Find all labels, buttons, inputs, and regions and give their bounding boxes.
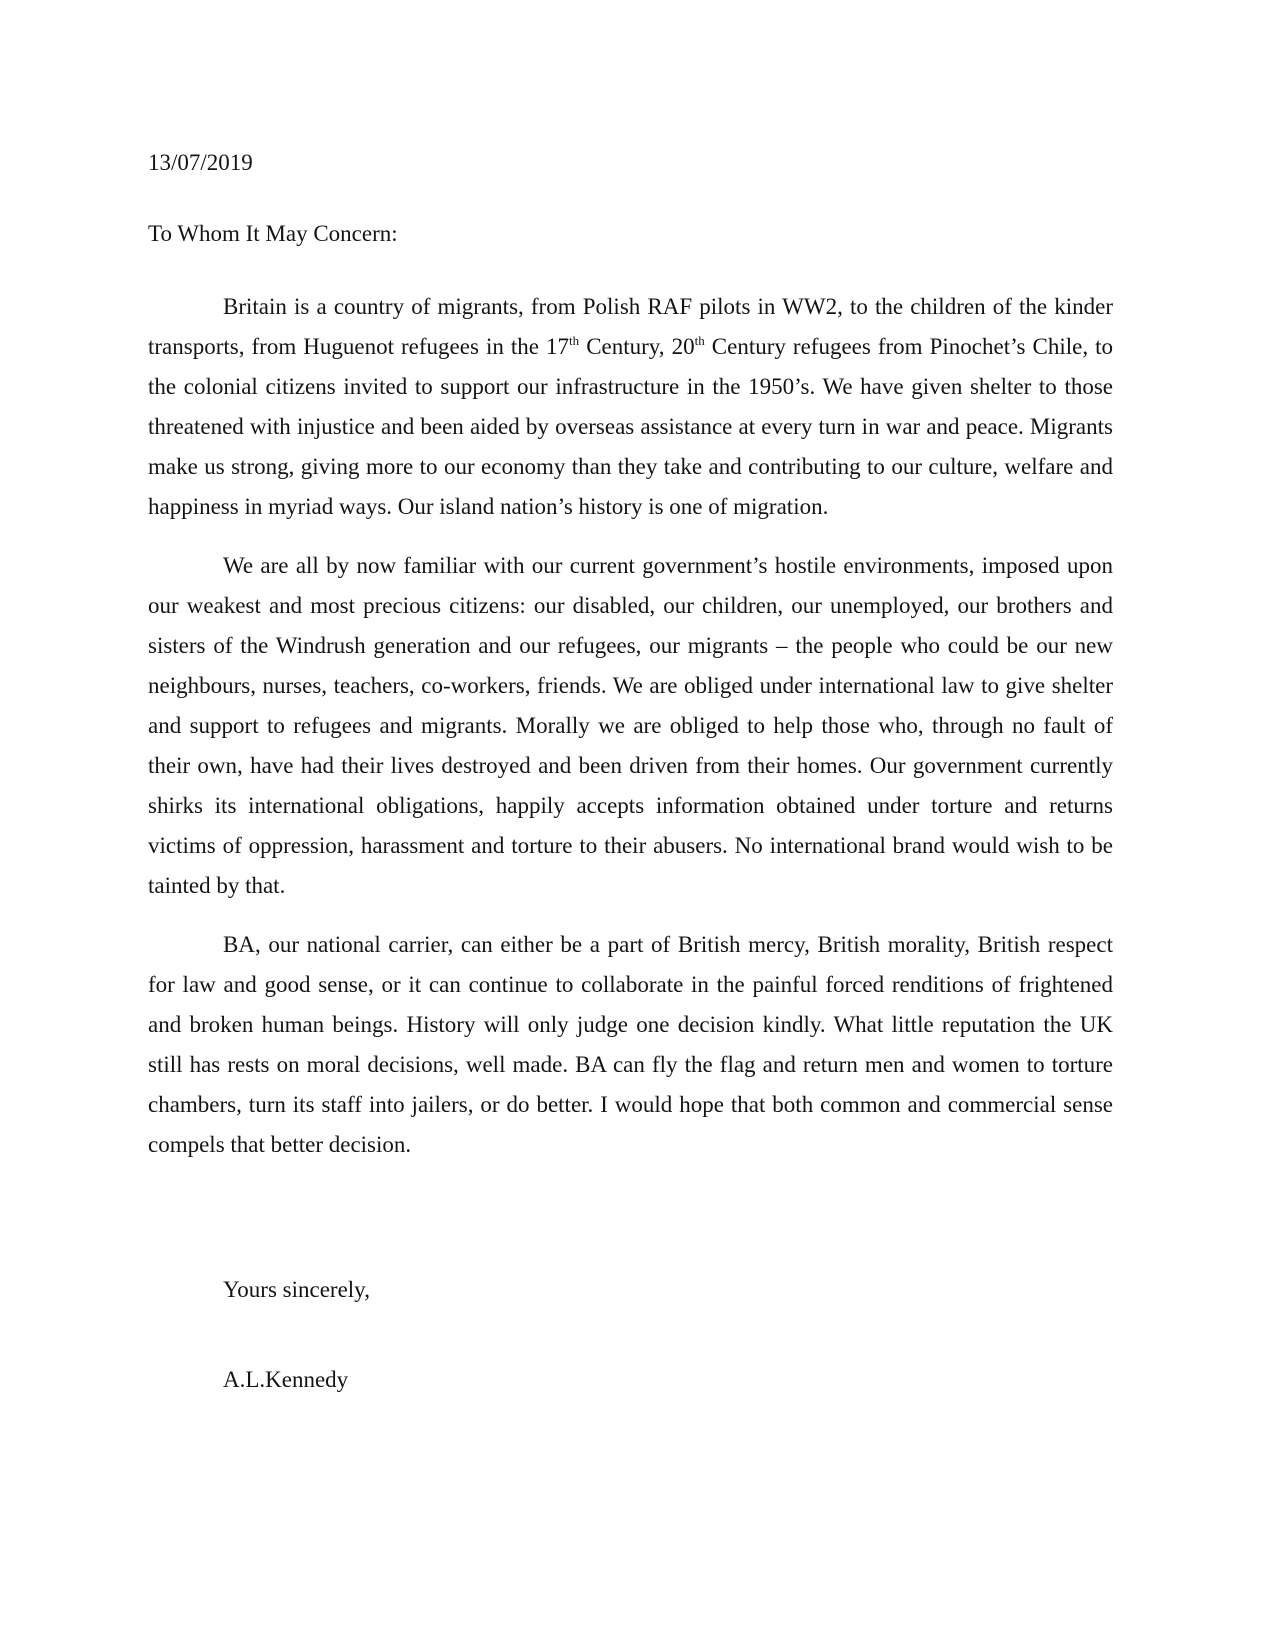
paragraph-1-part-3: Century refugees from Pinochet’s Chile, to the colonial citizens invited to support our infrastructure in the 1950’s. We have given shelter to those threatened with injustice and been aided by overseas assistance at every turn in war and peace. Migrants make us strong, giving more to our economy than they take and contributing to our culture, welfare and happiness in myriad ways. Our island nation’s history is one of migration. [148, 334, 1113, 519]
paragraph-1-part-2: Century, 20 [579, 334, 695, 359]
letter-closing: Yours sincerely, [223, 1277, 370, 1302]
paragraph-2: We are all by now familiar with our current government’s hostile environments, imposed upon our weakest and most precious citizens: our disabled, our children, our unemployed, our brothers and sisters of the Windrush generation and our refugees, our migrants – the people who could be our new neighbours, nurses, teachers, co-workers, friends. We are obliged under international law to give shelter and support to refugees and migrants. Morally we are obliged to help those who, through no fault of their own, have had their lives destroyed and been driven from their homes. Our government currently shirks its international obligations, happily accepts information obtained under torture and returns victims of oppression, harassment and torture to their abusers. No international brand would wish to be tainted by that. [148, 553, 1113, 898]
ordinal-suffix-20th: th [694, 333, 705, 348]
letter-salutation: To Whom It May Concern: [148, 221, 398, 246]
paragraph-1-part-1: Britain is a country of migrants, from Polish RAF pilots in WW2, to the children of the kinder transports, from Huguenot refugees in the 17 [148, 294, 1113, 359]
paragraph-1 [148, 287, 1113, 527]
ordinal-suffix-17th: th [569, 333, 580, 348]
letter-signature: A.L.Kennedy [223, 1367, 349, 1392]
letter-body [148, 287, 1113, 1165]
paragraph-3: BA, our national carrier, can either be a part of British mercy, British morality, British respect for law and good sense, or it can continue to collaborate in the painful forced renditions of frightened and broken human beings. History will only judge one decision kindly. What little reputation the UK still has rests on moral decisions, well made. BA can fly the flag and return men and women to torture chambers, turn its staff into jailers, or do better. I would hope that both common and commercial sense compels that better decision. [148, 932, 1113, 1157]
letter-date: 13/07/2019 [148, 150, 253, 175]
